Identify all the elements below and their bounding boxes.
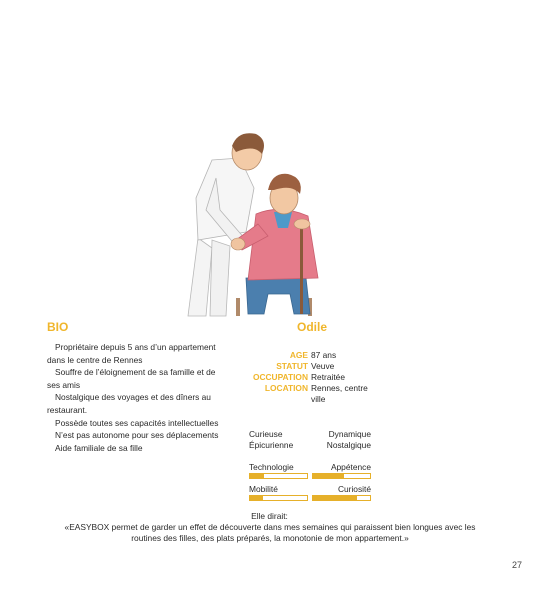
fact-key: AGE [289, 350, 308, 360]
skill-bar-fill [250, 474, 264, 478]
trait-row [249, 440, 371, 451]
skill-bar-fill [313, 496, 357, 500]
trait-left: Curieuse [249, 429, 283, 439]
skill-bar-fill [250, 496, 263, 500]
skill-technologie [249, 462, 308, 479]
fact-row-statut [248, 361, 378, 372]
fact-value: 87 ans [311, 350, 337, 360]
fact-row-location [248, 383, 378, 405]
skill-row [249, 484, 371, 501]
fact-value: Retraitée [311, 372, 345, 382]
trait-left: Épicurienne [249, 440, 294, 450]
persona-facts [248, 350, 378, 405]
bio-heading: BIO [47, 320, 69, 334]
skill-bar [249, 495, 308, 501]
fact-row-occupation [248, 372, 378, 383]
skill-label: Curiosité [337, 484, 371, 494]
skill-mobilite [249, 484, 308, 501]
trait-row [249, 429, 371, 440]
skill-bar [312, 473, 371, 479]
skill-curiosite [312, 484, 371, 501]
persona-illustration [176, 128, 346, 318]
skill-label: Technologie [249, 462, 294, 472]
quote-text: «EASYBOX permet de garder un effet de découverte dans mes semaines qui paraissent bien longues avec les routines des filles, des plats préparés, la monotonie de mon appartement.» [64, 522, 476, 543]
fact-key: LOCATION [264, 383, 308, 393]
persona-traits [249, 429, 371, 451]
bio-item: Possède toutes ses capacités intellectuelles [55, 417, 219, 428]
skill-row [249, 462, 371, 479]
fact-key: OCCUPATION [252, 372, 308, 382]
skill-label: Mobilité [249, 484, 278, 494]
quote-title: Elle dirait: [251, 511, 288, 521]
bio-item: Souffre de l’éloignement de sa famille et de ses amis [47, 367, 216, 390]
skill-bar [312, 495, 371, 501]
page-number: 27 [511, 560, 522, 570]
bio-item: Nostalgique des voyages et des dîners au restaurant. [47, 392, 211, 415]
trait-right: Nostalgique [326, 440, 371, 450]
fact-key: STATUT [276, 361, 308, 371]
skill-bar [249, 473, 308, 479]
skill-label: Appétence [330, 462, 371, 472]
skill-appetence [312, 462, 371, 479]
fact-row-age [248, 350, 378, 361]
persona-skills [249, 462, 371, 506]
fact-value: Veuve [311, 361, 335, 371]
bio-item: Aide familiale de sa fille [55, 442, 143, 453]
persona-name: Odile [297, 320, 328, 334]
bio-item: Propriétaire depuis 5 ans d’un appartement dans le centre de Rennes [47, 342, 216, 365]
bio-list [47, 341, 222, 454]
trait-right: Dynamique [328, 429, 371, 439]
skill-bar-fill [313, 474, 344, 478]
bio-item: N’est pas autonome pour ses déplacements [55, 430, 219, 441]
fact-value: Rennes, centre ville [311, 383, 368, 404]
